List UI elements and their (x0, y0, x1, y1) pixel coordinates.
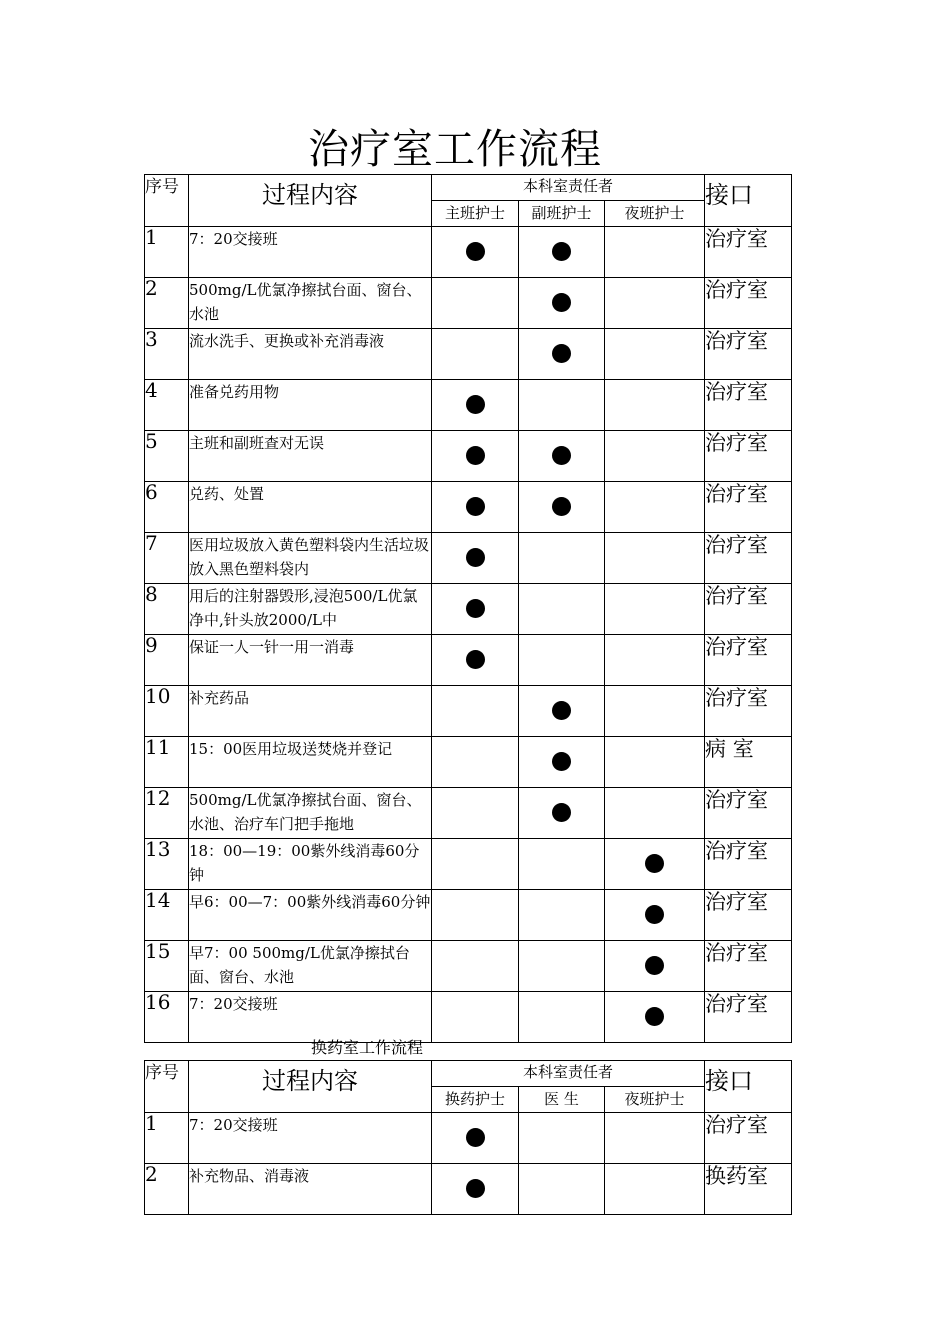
table-row (145, 788, 792, 839)
responsibility-cell (605, 635, 705, 686)
row-interface: 换药室 (705, 1164, 792, 1215)
responsibility-cell (605, 737, 705, 788)
responsibility-cell (432, 1113, 519, 1164)
header-role: 主班护士 (432, 201, 519, 227)
filled-circle-icon (645, 854, 664, 873)
header-role: 换药护士 (432, 1087, 519, 1113)
table-row (145, 686, 792, 737)
filled-circle-icon (645, 1007, 664, 1026)
row-interface: 治疗室 (705, 584, 792, 635)
responsibility-cell (605, 992, 705, 1043)
header-role: 夜班护士 (605, 201, 705, 227)
responsibility-cell (519, 992, 605, 1043)
filled-circle-icon (466, 548, 485, 567)
row-interface: 治疗室 (705, 635, 792, 686)
responsibility-cell (432, 533, 519, 584)
row-interface: 治疗室 (705, 788, 792, 839)
row-number: 14 (145, 890, 189, 941)
responsibility-cell (519, 788, 605, 839)
responsibility-cell (519, 839, 605, 890)
filled-circle-icon (552, 446, 571, 465)
filled-circle-icon (466, 395, 485, 414)
filled-circle-icon (552, 242, 571, 261)
table-row (145, 227, 792, 278)
responsibility-cell (432, 839, 519, 890)
row-content: 500mg/L优氯净擦拭台面、窗台、水池、治疗车门把手拖地 (189, 788, 432, 839)
row-interface: 治疗室 (705, 839, 792, 890)
table-row (145, 278, 792, 329)
row-content: 7：20交接班 (189, 1113, 432, 1164)
table-row (145, 992, 792, 1043)
filled-circle-icon (466, 599, 485, 618)
filled-circle-icon (552, 701, 571, 720)
row-interface: 病 室 (705, 737, 792, 788)
responsibility-cell (605, 533, 705, 584)
table-row (145, 380, 792, 431)
responsibility-cell (519, 278, 605, 329)
row-number: 12 (145, 788, 189, 839)
row-content: 500mg/L优氯净擦拭台面、窗台、水池 (189, 278, 432, 329)
row-content: 主班和副班查对无误 (189, 431, 432, 482)
row-number: 1 (145, 227, 189, 278)
row-number: 2 (145, 278, 189, 329)
responsibility-cell (605, 278, 705, 329)
filled-circle-icon (466, 650, 485, 669)
header-interface: 接口 (705, 175, 792, 227)
responsibility-cell (605, 941, 705, 992)
filled-circle-icon (552, 497, 571, 516)
responsibility-cell (519, 227, 605, 278)
responsibility-cell (432, 686, 519, 737)
header-content: 过程内容 (189, 1061, 432, 1113)
responsibility-cell (432, 992, 519, 1043)
page-title: 治疗室工作流程 (308, 125, 602, 173)
responsibility-cell (519, 584, 605, 635)
row-content: 医用垃圾放入黄色塑料袋内生活垃圾放入黑色塑料袋内 (189, 533, 432, 584)
row-interface: 治疗室 (705, 533, 792, 584)
row-number: 13 (145, 839, 189, 890)
row-interface: 治疗室 (705, 278, 792, 329)
responsibility-cell (519, 380, 605, 431)
filled-circle-icon (466, 497, 485, 516)
section-subtitle: 换药室工作流程 (311, 1038, 424, 1057)
row-number: 11 (145, 737, 189, 788)
row-number: 4 (145, 380, 189, 431)
header-responsible-group: 本科室责任者 (432, 175, 705, 201)
responsibility-cell (605, 890, 705, 941)
filled-circle-icon (552, 293, 571, 312)
responsibility-cell (605, 686, 705, 737)
filled-circle-icon (466, 446, 485, 465)
row-number: 6 (145, 482, 189, 533)
header-role: 医 生 (519, 1087, 605, 1113)
responsibility-cell (605, 584, 705, 635)
table-row (145, 635, 792, 686)
responsibility-cell (605, 1113, 705, 1164)
row-number: 1 (145, 1113, 189, 1164)
responsibility-cell (519, 635, 605, 686)
row-content: 准备兑药用物 (189, 380, 432, 431)
row-interface: 治疗室 (705, 482, 792, 533)
row-interface: 治疗室 (705, 329, 792, 380)
filled-circle-icon (466, 1128, 485, 1147)
responsibility-cell (605, 329, 705, 380)
row-interface: 治疗室 (705, 992, 792, 1043)
responsibility-cell (519, 890, 605, 941)
responsibility-cell (519, 686, 605, 737)
table-row (145, 329, 792, 380)
responsibility-cell (605, 431, 705, 482)
table-row (145, 941, 792, 992)
table-row (145, 1164, 792, 1215)
filled-circle-icon (466, 1179, 485, 1198)
row-content: 补充物品、消毒液 (189, 1164, 432, 1215)
responsibility-cell (432, 941, 519, 992)
table-header-row (145, 175, 792, 201)
responsibility-cell (605, 380, 705, 431)
treatment-room-flow-table (144, 174, 792, 1043)
responsibility-cell (519, 1164, 605, 1215)
row-interface: 治疗室 (705, 890, 792, 941)
header-content: 过程内容 (189, 175, 432, 227)
row-content: 兑药、处置 (189, 482, 432, 533)
responsibility-cell (432, 788, 519, 839)
row-content: 7：20交接班 (189, 227, 432, 278)
row-content: 补充药品 (189, 686, 432, 737)
responsibility-cell (605, 1164, 705, 1215)
row-number: 15 (145, 941, 189, 992)
responsibility-cell (432, 737, 519, 788)
filled-circle-icon (552, 752, 571, 771)
responsibility-cell (432, 1164, 519, 1215)
filled-circle-icon (645, 905, 664, 924)
row-content: 流水洗手、更换或补充消毒液 (189, 329, 432, 380)
responsibility-cell (432, 635, 519, 686)
row-number: 16 (145, 992, 189, 1043)
table-row (145, 482, 792, 533)
row-content: 18：00—19：00紫外线消毒60分钟 (189, 839, 432, 890)
responsibility-cell (519, 329, 605, 380)
row-interface: 治疗室 (705, 1113, 792, 1164)
row-interface: 治疗室 (705, 941, 792, 992)
row-content: 7：20交接班 (189, 992, 432, 1043)
row-content: 15：00医用垃圾送焚烧并登记 (189, 737, 432, 788)
row-content: 早6：00—7：00紫外线消毒60分钟 (189, 890, 432, 941)
table-row (145, 890, 792, 941)
header-no: 序号 (145, 175, 189, 227)
row-number: 5 (145, 431, 189, 482)
filled-circle-icon (552, 803, 571, 822)
responsibility-cell (432, 329, 519, 380)
responsibility-cell (519, 1113, 605, 1164)
table-row (145, 839, 792, 890)
responsibility-cell (519, 941, 605, 992)
row-interface: 治疗室 (705, 431, 792, 482)
responsibility-cell (432, 890, 519, 941)
row-number: 10 (145, 686, 189, 737)
dressing-room-flow-table (144, 1060, 792, 1215)
table-row (145, 584, 792, 635)
row-number: 3 (145, 329, 189, 380)
filled-circle-icon (645, 956, 664, 975)
responsibility-cell (432, 584, 519, 635)
row-content: 用后的注射器毁形,浸泡500/L优氯净中,针头放2000/L中 (189, 584, 432, 635)
responsibility-cell (519, 482, 605, 533)
responsibility-cell (432, 227, 519, 278)
responsibility-cell (432, 482, 519, 533)
responsibility-cell (605, 839, 705, 890)
header-role: 副班护士 (519, 201, 605, 227)
row-content: 保证一人一针一用一消毒 (189, 635, 432, 686)
header-role: 夜班护士 (605, 1087, 705, 1113)
responsibility-cell (605, 227, 705, 278)
filled-circle-icon (552, 344, 571, 363)
row-number: 2 (145, 1164, 189, 1215)
row-number: 7 (145, 533, 189, 584)
row-interface: 治疗室 (705, 227, 792, 278)
responsibility-cell (432, 380, 519, 431)
header-no: 序号 (145, 1061, 189, 1113)
responsibility-cell (605, 482, 705, 533)
header-interface: 接口 (705, 1061, 792, 1113)
row-number: 9 (145, 635, 189, 686)
responsibility-cell (432, 278, 519, 329)
row-number: 8 (145, 584, 189, 635)
responsibility-cell (519, 431, 605, 482)
table-row (145, 737, 792, 788)
responsibility-cell (519, 737, 605, 788)
table-row (145, 431, 792, 482)
table-row (145, 533, 792, 584)
table-header-row (145, 1061, 792, 1087)
header-responsible-group: 本科室责任者 (432, 1061, 705, 1087)
table-row (145, 1113, 792, 1164)
row-interface: 治疗室 (705, 686, 792, 737)
row-content: 早7：00 500mg/L优氯净擦拭台面、窗台、水池 (189, 941, 432, 992)
filled-circle-icon (466, 242, 485, 261)
responsibility-cell (519, 533, 605, 584)
responsibility-cell (605, 788, 705, 839)
responsibility-cell (432, 431, 519, 482)
row-interface: 治疗室 (705, 380, 792, 431)
